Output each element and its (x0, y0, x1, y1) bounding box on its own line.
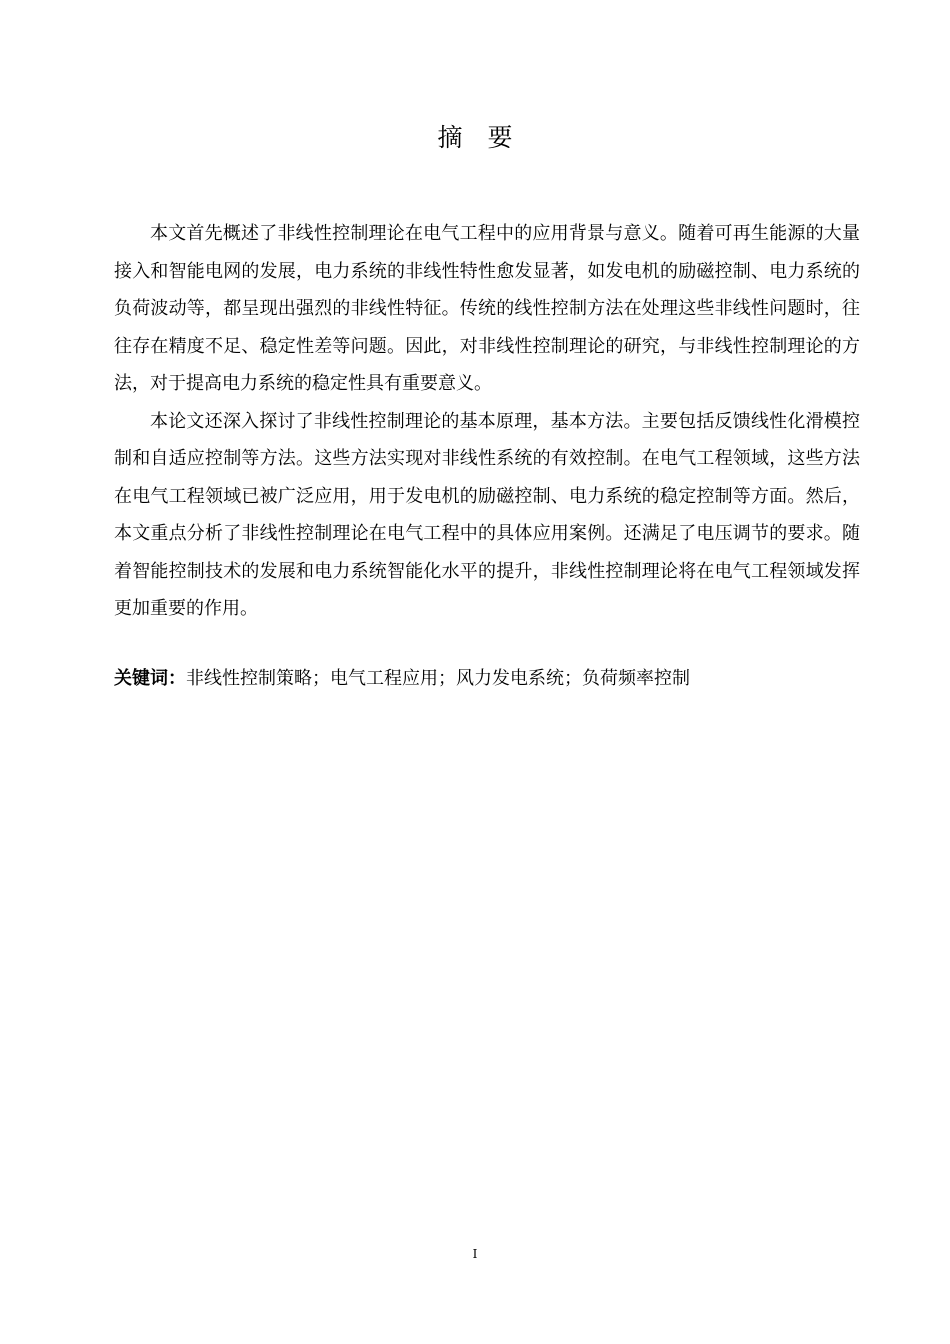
keywords-label: 关键词： (114, 668, 186, 689)
page-title: 摘 要 (437, 123, 513, 152)
keywords-line (114, 662, 860, 696)
page-number: I (472, 1247, 478, 1261)
abstract-paragraph-2: 本论文还深入探讨了非线性控制理论的基本原理，基本方法。主要包括反馈线性化滑模控制和自适应控制等方法。这些方法实现对非线性系统的有效控制。在电气工程领域，这些方法在电气工程领域已被广泛应用，用于发电机的励磁控制、电力系统的稳定控制等方面。然后，本文重点分析了非线性控制理论在电气工程中的具体应用案例。还满足了电压调节的要求。随着智能控制技术的发展和电力系统智能化水平的提升，非线性控制理论将在电气工程领域发挥更加重要的作用。 (114, 410, 860, 619)
keywords-text: 非线性控制策略；电气工程应用；风力发电系统；负荷频率控制 (186, 668, 690, 689)
abstract-body (114, 215, 860, 628)
abstract-paragraph-1: 本文首先概述了非线性控制理论在电气工程中的应用背景与意义。随着可再生能源的大量接入和智能电网的发展，电力系统的非线性特性愈发显著，如发电机的励磁控制、电力系统的负荷波动等，都呈现出强烈的非线性特征。传统的线性控制方法在处理这些非线性问题时，往往存在精度不足、稳定性差等问题。因此，对非线性控制理论的研究，与非线性控制理论的方法，对于提高电力系统的稳定性具有重要意义。 (114, 223, 860, 394)
